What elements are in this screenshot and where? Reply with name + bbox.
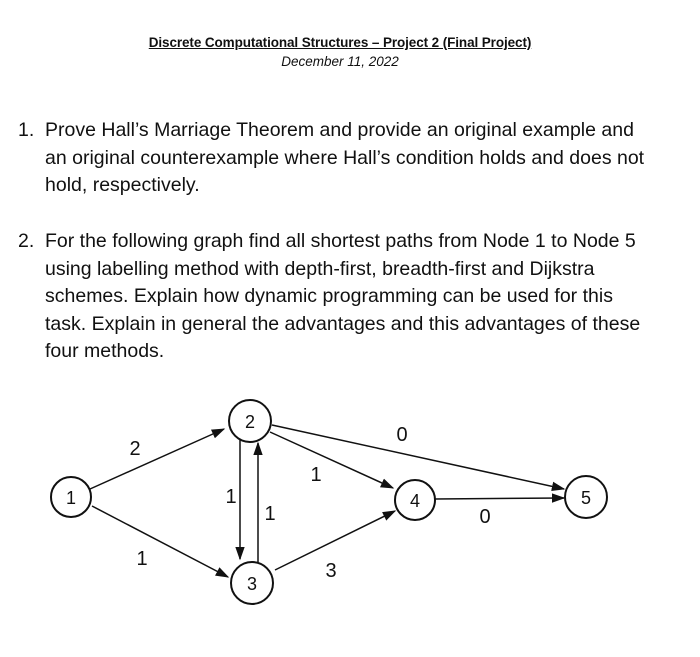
question-1 — [18, 117, 658, 200]
question-text: For the following graph find all shortest paths from Node 1 to Node 5 using labelling method with depth-first, breadth-first and Dijkstra schemes. Explain how dynamic programming can be used for this task. Explain in general the advantages and this advantages of these four methods. — [45, 230, 641, 362]
edge-weight-4-5: 0 — [479, 506, 491, 528]
node-4 — [395, 480, 435, 520]
edge-weight-3-4: 3 — [325, 560, 337, 582]
edge-1-2 — [90, 429, 224, 489]
node-3 — [231, 562, 273, 604]
node-3-label: 3 — [246, 574, 258, 594]
question-number: 1. — [18, 119, 35, 141]
question-number: 2. — [18, 230, 35, 252]
node-2 — [229, 400, 271, 442]
node-5 — [565, 476, 607, 518]
edge-weight-1-3: 1 — [136, 548, 148, 570]
edge-1-3 — [92, 506, 228, 577]
document-header — [0, 34, 680, 70]
node-1 — [51, 477, 91, 517]
edge-2-4 — [270, 432, 393, 488]
node-2-label: 2 — [244, 412, 256, 432]
node-5-label: 5 — [580, 488, 592, 508]
edge-weight-3-2: 1 — [264, 503, 276, 525]
edge-weight-2-3: 1 — [225, 486, 237, 508]
edge-4-5 — [435, 498, 564, 499]
edge-weight-2-4: 1 — [310, 464, 322, 486]
shortest-path-graph — [0, 385, 700, 615]
question-2 — [18, 228, 658, 366]
question-text: Prove Hall’s Marriage Theorem and provide an original example and an original counterexample where Hall’s condition holds and does not hold, respectively. — [45, 119, 645, 196]
node-4-label: 4 — [409, 491, 421, 511]
node-1-label: 1 — [65, 488, 77, 508]
edge-weight-1-2: 2 — [129, 438, 141, 460]
document-title: Discrete Computational Structures – Project 2 (Final Project) — [148, 35, 532, 50]
document-date: December 11, 2022 — [281, 54, 399, 69]
edge-weight-2-5: 0 — [396, 424, 408, 446]
